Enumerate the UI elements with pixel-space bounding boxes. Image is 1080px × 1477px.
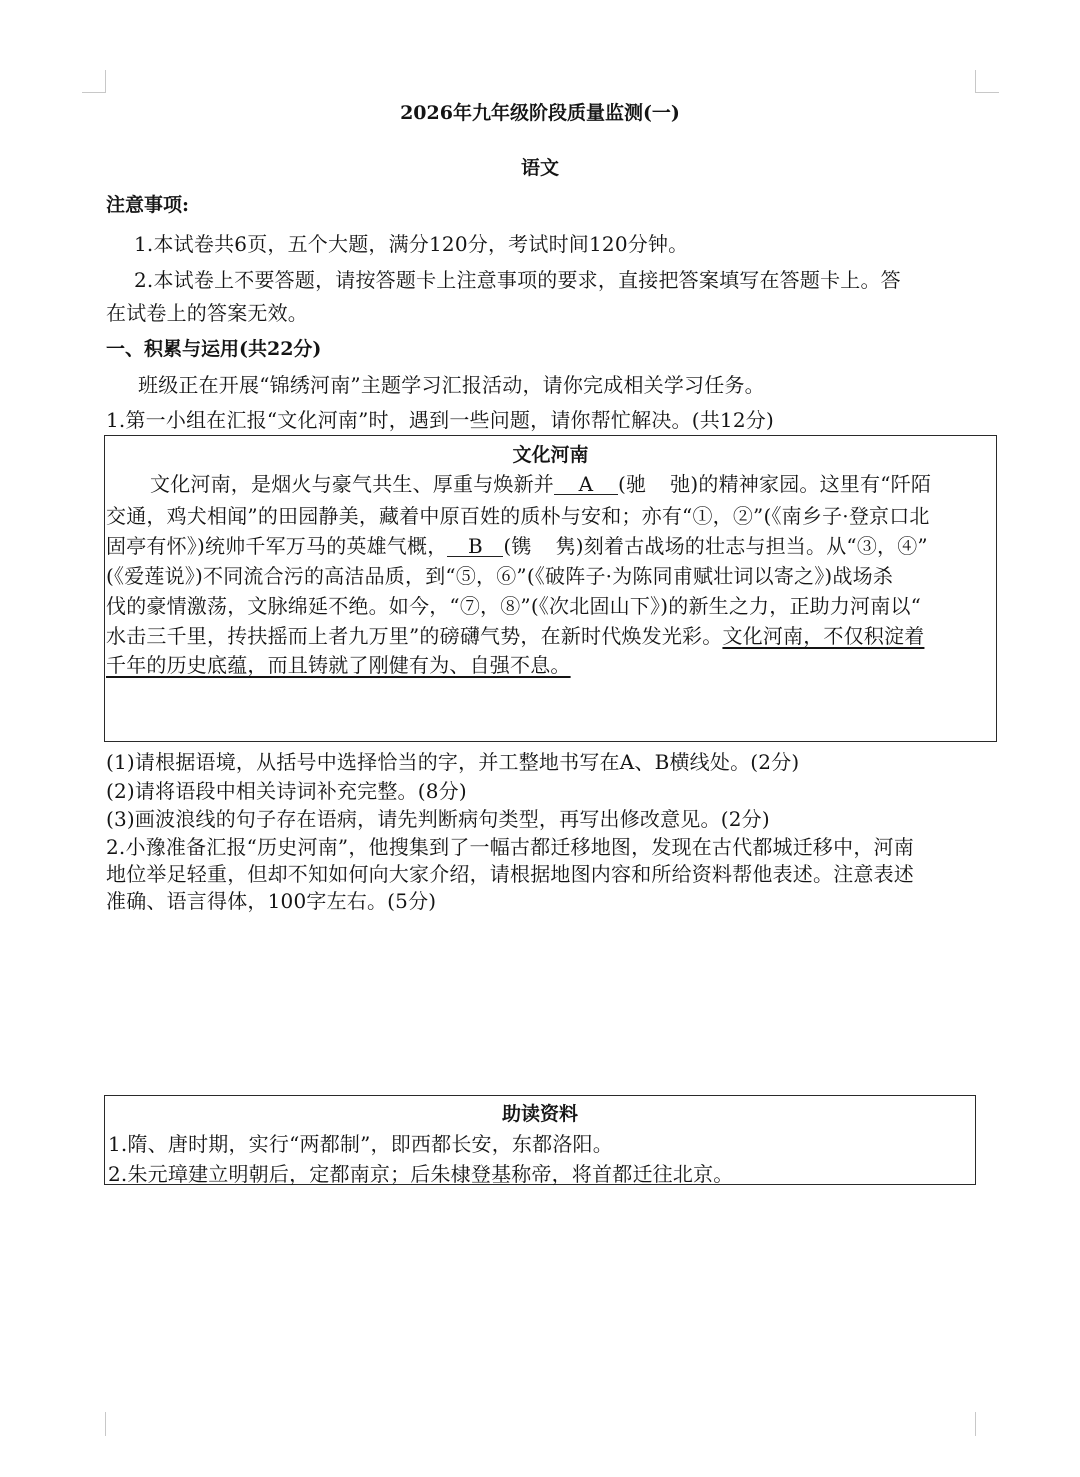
section-1-intro: 班级正在开展“锦绣河南”主题学习汇报活动，请你完成相关学习任务。 (138, 373, 765, 397)
reading-aid-title: 助读资料 (501, 1103, 578, 1125)
passage-line-1-option-a: (驰 (618, 472, 647, 496)
wavy-sentence-part-1: 文化河南，不仅积淀着 (722, 624, 925, 648)
crop-mark-top-right-v (975, 70, 976, 92)
notice-item-2-line-1: 2.本试卷上不要答题，请按答题卡上注意事项的要求，直接把答案填写在答题卡上。答 (134, 268, 901, 292)
question-1-2: (2)请将语段中相关诗词补充完整。(8分) (106, 779, 467, 803)
question-2-line-2: 地位举足轻重，但却不知如何向大家介绍，请根据地图内容和所给资料帮他表述。注意表述 (106, 862, 914, 886)
question-1-stem: 1.第一小组在汇报“文化河南”时，遇到一些问题，请你帮忙解决。(共12分) (106, 408, 774, 432)
notice-heading: 注意事项: (106, 194, 190, 216)
passage-line-2: 交通，鸡犬相闻”的田园静美，藏着中原百姓的质朴与安和；亦有“①，②”(《南乡子·登京口北 (106, 504, 930, 528)
passage-line-3-option-a: (镌 (503, 534, 532, 558)
blank-a: A (554, 474, 618, 495)
question-1-1: (1)请根据语境，从括号中选择恰当的字，并工整地书写在A、B横线处。(2分) (106, 750, 800, 774)
section-1-heading: 一、积累与运用(共22分) (106, 338, 322, 360)
passage-line-3-text-a: 固亭有怀》)统帅千军万马的英雄气概， (106, 534, 448, 558)
reading-aid-item-2: 2.朱元璋建立明朝后，定都南京；后朱棣登基称帝，将首都迁往北京。 (108, 1162, 734, 1186)
notice-item-1: 1.本试卷共6页，五个大题，满分120分，考试时间120分钟。 (134, 232, 689, 256)
notice-item-2-line-2: 在试卷上的答案无效。 (106, 301, 308, 325)
wavy-sentence-part-2: 千年的历史底蕴，而且铸就了刚健有为、自强不息。 (106, 653, 571, 677)
question-2-line-1: 2.小豫准备汇报“历史河南”，他搜集到了一幅古都迁移地图，发现在古代都城迁移中，河南 (106, 835, 914, 859)
question-2-line-3: 准确、语言得体，100字左右。(5分) (106, 889, 437, 913)
reading-aid-item-1: 1.隋、唐时期，实行“两都制”，即西都长安，东都洛阳。 (108, 1132, 613, 1156)
exam-title: 2026年九年级阶段质量监测(一) (400, 102, 680, 124)
passage-line-3-text-c: 隽)刻着古战场的壮志与担当。从“③，④” (555, 534, 928, 558)
passage-title: 文化河南 (512, 444, 589, 466)
crop-mark-bottom-left-v (105, 1412, 106, 1436)
crop-mark-bottom-right-v (975, 1412, 976, 1436)
subject-title: 语文 (520, 157, 559, 179)
passage-line-5: 伐的豪情激荡，文脉绵延不绝。如今，“⑦，⑧”(《次北固山下》)的新生之力，正助力河南以“ (106, 594, 922, 618)
passage-line-4: (《爱莲说》)不同流合污的高洁品质，到“⑤，⑥”(《破阵子·为陈同甫赋壮词以寄之》)战场杀 (106, 564, 894, 588)
blank-b: B (447, 536, 503, 557)
question-1-3: (3)画波浪线的句子存在语病，请先判断病句类型，再写出修改意见。(2分) (106, 807, 770, 831)
passage-line-1-text-a: 文化河南，是烟火与豪气共生、厚重与焕新并 (150, 472, 554, 496)
passage-line-6 (106, 620, 924, 649)
crop-mark-top-right-h (975, 92, 999, 93)
passage-line-1-text-c: 弛)的精神家园。这里有“阡陌 (670, 472, 932, 496)
passage-line-3 (106, 530, 928, 559)
crop-mark-top-left-h (82, 92, 106, 93)
passage-line-6-text: 水击三千里，抟扶摇而上者九万里”的磅礴气势，在新时代焕发光彩。 (106, 624, 723, 648)
passage-line-1 (150, 468, 931, 497)
crop-mark-top-left-v (105, 70, 106, 92)
